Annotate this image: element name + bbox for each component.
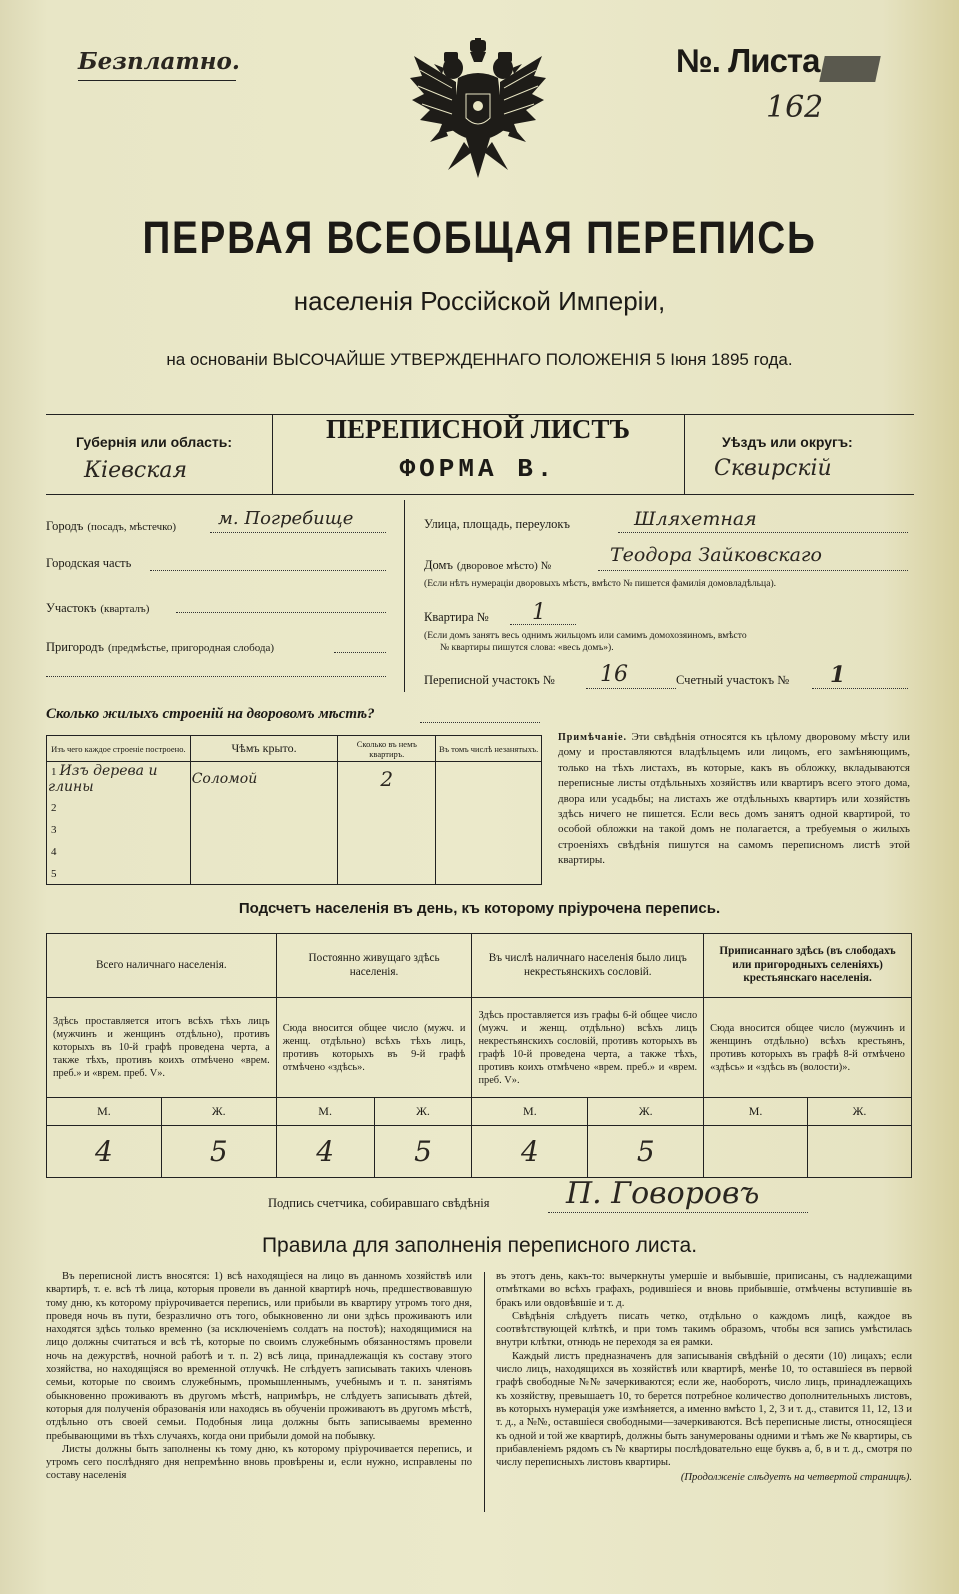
signature-value: П. Говоровъ [566, 1176, 760, 1211]
male-count: 4 [47, 1126, 162, 1178]
buildings-row [47, 762, 542, 797]
apartment-note-2: № квартиры пишутся слова: «весь домъ»). [440, 642, 614, 653]
population-table [46, 933, 912, 1178]
rules-left-para-1: Въ переписной листъ вносятся: 1) всѣ находящіеся на лицо въ данномъ хозяйствѣ или квартирѣ, т. е. всѣ тѣ лица, которыя провели въ данной квартирѣ ночь, предшествовавшую тому дню, къ которому пріурочивается перепись, или прибыли въ квартиру утромъ того дня, проведя ночь въ пути, безразлично отъ того, обыкновенно ли они здѣсь проживаютъ или находятся здѣсь только временно (за исключеніемъ солдатъ на постоѣ); находящимися на лицо должны считаться и всѣ тѣ, которые по своимъ служебнымъ обязанностямъ провели ночь на дежурствѣ, ночной работѣ и т. п. 2) всѣ лица, принадлежащія къ составу этого хозяйства, но находящіяся во временной отлучкѣ. Не слѣдуетъ записывать такихъ членовъ семьи, которые по своимъ служебнымъ, промышленнымъ, учебнымъ и т. п. занятіямъ обыкновенно проживаютъ въ другомъ мѣстѣ, напримѣръ, не слѣдуетъ записывать дѣтей, которыя для полученія образованія или находясь въ обученіи проживаютъ въ другомъ мѣстѣ, отдѣльно отъ своей семьи. Подобныя лица должны быть записываемы временно пребывающими въ тѣхъ случаяхъ, когда они прибыли домой на побывку. [46, 1271, 472, 1442]
population-description: Здѣсь проставляется изъ графы 6-й общее число (мужч. и женщ. отдѣльно) всѣхъ лицъ некрестьянскихъ сословій, противъ которыхъ въ графѣ 10-й проведена черта, а также тѣхъ, противъ коихъ отмѣчено «врем. преб.» и «врем. преб. V». [472, 998, 704, 1098]
female-count [808, 1126, 912, 1178]
buildings-cell-material [47, 796, 191, 818]
male-count: 4 [472, 1126, 588, 1178]
street-label: Улица, площадь, переулокъ [424, 517, 570, 531]
rules-right-para-2: Свѣдѣнія слѣдуетъ писать четко, отдѣльно о каждомъ лицѣ, каждое въ соотвѣтствующей клѣткѣ, и при томъ такимъ образомъ, чтобы вся запись умѣстилась внутри клѣтки, отнюдь не переходя за ея рамки. [496, 1310, 912, 1349]
population-description: Сюда вносится общее число (мужчинъ и женщинъ отдѣльно) всѣхъ крестьянъ, противъ которыхъ въ графѣ 8-й отмѣчено «здѣсь» и «здѣсь въ (волости)». [704, 998, 912, 1098]
rules-continued: (Продолженіе слѣдуетъ на четвертой страницѣ). [680, 1472, 912, 1484]
form-name: ПЕРЕПИСНОЙ ЛИСТЪ [325, 414, 631, 444]
buildings-cell-material [47, 862, 191, 884]
buildings-cell-roof [190, 862, 338, 884]
imperial-eagle-icon [408, 38, 548, 188]
buildings-row [47, 840, 542, 862]
female-count: 5 [588, 1126, 704, 1178]
buildings-header-vacant: Въ томъ числѣ незанятыхъ. [436, 736, 542, 762]
population-header: Въ числѣ наличнаго населенія было лицъ некрестьянскихъ сословій. [472, 934, 704, 998]
buildings-row [47, 818, 542, 840]
street-value: Шляхетная [634, 508, 757, 530]
male-label: М. [472, 1098, 588, 1126]
female-label: Ж. [374, 1098, 472, 1126]
house-value: Теодора Зайковскаго [610, 544, 822, 566]
female-label: Ж. [161, 1098, 276, 1126]
rules-left-para-2: Листы должны быть заполнены къ тому дню, къ которому пріурочивается перепись, и утромъ сего послѣдняго дня непремѣнно вновь провѣрены и, если нужно, исправлены по составу населенія [46, 1443, 472, 1482]
rules-right-para-3: Каждый листъ предназначенъ для записыванія свѣдѣній о десяти (10) лицахъ; если число лицъ, находящихся въ хозяйствѣ или квартирѣ, менѣе 10, то оставшіеся въ первой графѣ свободные №№ зачеркиваются; если же, наоборотъ, число лицъ, принадлежащихъ къ хозяйству, превышаетъ 10, то берется потребное количество дополнительныхъ листовъ, въ которыхъ нумерація уже измѣняется, а именно вмѣсто 1, 2, 3 и т. д., ставится 11, 12, 13 и т. д., а №№, оставшіеся свободными—зачеркиваются. Всѣ переписные листы, относящіеся къ одной и той же квартирѣ, должны быть занумерованы одними и тѣмъ же № квартиры, съ прибавленіемъ рядомъ съ № квартиры послѣдовательно еще буквъ а, б, в и т. д., смотря по числу переписныхъ листовъ квартиры. [496, 1350, 912, 1469]
buildings-header-material: Изъ чего каждое строеніе построено. [47, 736, 191, 762]
buildings-cell-flats [338, 840, 436, 862]
buildings-cell-material [47, 818, 191, 840]
apartment-value: 1 [532, 600, 546, 625]
town-row [46, 517, 176, 535]
count-section-value: 1 [830, 662, 846, 688]
rules-right-para-1: въ этотъ день, какъ-то: вычеркнуты умершіе и выбывшіе, приписаны, съ надлежащими отмѣтками во всѣхъ графахъ, родившіеся и вновь прибывшіе, отмѣчены вступившіе въ бракъ или овдовѣвшіе и т. д. [496, 1271, 912, 1309]
signature-label: Подпись счетчика, собиравшаго свѣдѣнія [268, 1196, 490, 1210]
subtitle: населенія Россійской Имперіи, [293, 286, 666, 316]
buildings-cell-vacant [436, 840, 542, 862]
rules-right-column [496, 1270, 912, 1485]
province-label: Губернія или область: [76, 434, 233, 450]
buildings-cell-roof [190, 796, 338, 818]
buildings-header-flats: Сколько въ немъ квартиръ. [338, 736, 436, 762]
rules-left-column [46, 1270, 472, 1483]
town-value: м. Погребище [218, 508, 354, 529]
free-underline [78, 80, 236, 81]
precinct-hint: (кварталъ) [100, 603, 150, 615]
district-value: Сквирскій [714, 456, 832, 481]
population-header: Постоянно живущаго здѣсь населенія. [276, 934, 472, 998]
buildings-cell-roof [190, 840, 338, 862]
population-description: Здѣсь проставляется итогъ всѣхъ тѣхъ лицъ (мужчинъ и женщинъ отдѣльно), противъ которыхъ въ 10-й графѣ проведена черта, а также тѣхъ, противъ коихъ отмѣчено «врем. преб.» и «врем. преб. V». [47, 998, 277, 1098]
population-description: Сюда вносится общее число (мужч. и женщ. отдѣльно) всѣхъ тѣхъ лицъ, противъ которыхъ въ 9-й графѣ отмѣчено «здѣсь». [276, 998, 472, 1098]
house-note: (Если нѣтъ нумераціи дворовыхъ мѣстъ, вмѣсто № пишется фамилія домовладѣльца). [424, 578, 777, 589]
buildings-cell-material [47, 840, 191, 862]
remark-block [558, 730, 910, 869]
buildings-cell-roof [190, 762, 338, 797]
town-label: Городъ [46, 519, 84, 533]
sheet-number-label: №. Листа [676, 42, 820, 79]
suburb-label: Пригородъ [46, 640, 104, 654]
buildings-cell-flats [338, 818, 436, 840]
buildings-row-number: 2 [51, 802, 57, 814]
precinct-label: Участокъ [46, 601, 97, 615]
house-hint: (дворовое мѣсто) № [456, 560, 552, 572]
buildings-value: 2 [380, 767, 394, 791]
buildings-cell-vacant [436, 762, 542, 797]
suburb-hint: (предмѣстье, пригородная слобода) [108, 642, 275, 654]
census-section-value: 16 [600, 662, 628, 687]
district-label: Уѣздъ или округъ: [722, 434, 853, 450]
buildings-header-roof: Чѣмъ крыто. [190, 736, 338, 762]
buildings-row-number: 4 [51, 846, 57, 858]
form-type: ФОРМА В. [399, 454, 557, 484]
sheet-number-value: 162 [766, 90, 824, 125]
basis-line: на основаніи ВЫСОЧАЙШЕ УТВЕРЖДЕННАГО ПОЛОЖЕНІЯ 5 Іюня 1895 года. [166, 350, 793, 369]
house-label: Домъ [424, 558, 453, 572]
buildings-row [47, 862, 542, 884]
buildings-cell-roof [190, 818, 338, 840]
male-label: М. [704, 1098, 808, 1126]
main-title: ПЕРВАЯ ВСЕОБЩАЯ ПЕРЕПИСЬ [142, 212, 817, 263]
buildings-row-number: 1 [51, 766, 57, 778]
population-title: Подсчетъ населенія въ день, къ которому пріурочена перепись. [238, 900, 721, 917]
population-header: Приписаннаго здѣсь (въ слободахъ или пригородныхъ селеніяхъ) крестьянскаго населенія. [704, 934, 912, 998]
population-header: Всего наличнаго населенія. [47, 934, 277, 998]
buildings-row-number: 3 [51, 824, 57, 836]
male-label: М. [276, 1098, 374, 1126]
female-label: Ж. [588, 1098, 704, 1126]
buildings-cell-material [47, 762, 191, 797]
buildings-value: Соломой [191, 771, 258, 787]
remark-title: Примѣчаніе. [558, 732, 628, 743]
buildings-cell-vacant [436, 796, 542, 818]
male-count: 4 [276, 1126, 374, 1178]
remark-text: Эти свѣдѣнія относятся къ цѣлому дворовому мѣсту или дому и проставляются владѣльцемъ или лицомъ, его замѣняющимъ, только на тѣхъ листахъ, въ которые, какъ въ обложку, вкладываются переписные листы отдѣльныхъ хозяйствъ или квартиръ всего этого дома, двора или усадьбы; на листахъ же отдѣльныхъ квартиръ или хозяйствъ здѣсь ничего не пишется. Если весь домъ занятъ одной квартирой, то особой обложки на такой домъ не полагается, а требуемыя о жилыхъ строеніяхъ свѣдѣнія пишутся на самомъ переписномъ листѣ этой квартиры. [558, 731, 911, 867]
province-value: Кіевская [84, 458, 188, 483]
female-count: 5 [374, 1126, 472, 1178]
rules-title: Правила для заполненія переписного листа. [261, 1234, 698, 1257]
buildings-row-number: 5 [51, 867, 57, 880]
male-count [704, 1126, 808, 1178]
sheet-number-blot [819, 56, 881, 82]
town-hint: (посадъ, мѣстечко) [87, 521, 177, 533]
free-label: Безплатно. [78, 48, 240, 75]
city-part-label: Городская часть [46, 556, 132, 570]
census-section-label: Переписной участокъ № [424, 673, 555, 687]
buildings-question: Сколько жилыхъ строеній на дворовомъ мѣстѣ? [46, 706, 375, 722]
buildings-table [46, 735, 542, 885]
male-label: М. [47, 1098, 162, 1126]
buildings-row [47, 796, 542, 818]
count-section-label: Счетный участокъ № [676, 673, 790, 687]
apartment-label: Квартира № [424, 610, 489, 624]
buildings-value: Изъ дерева и глины [48, 763, 158, 795]
female-count: 5 [161, 1126, 276, 1178]
apartment-note-1: (Если домъ занятъ весь однимъ жильцомъ или самимъ домохозяиномъ, вмѣсто [424, 630, 747, 641]
buildings-cell-flats [338, 862, 436, 884]
buildings-cell-vacant [436, 862, 542, 884]
buildings-cell-flats [338, 796, 436, 818]
female-label: Ж. [808, 1098, 912, 1126]
buildings-cell-vacant [436, 818, 542, 840]
buildings-cell-flats [338, 762, 436, 797]
